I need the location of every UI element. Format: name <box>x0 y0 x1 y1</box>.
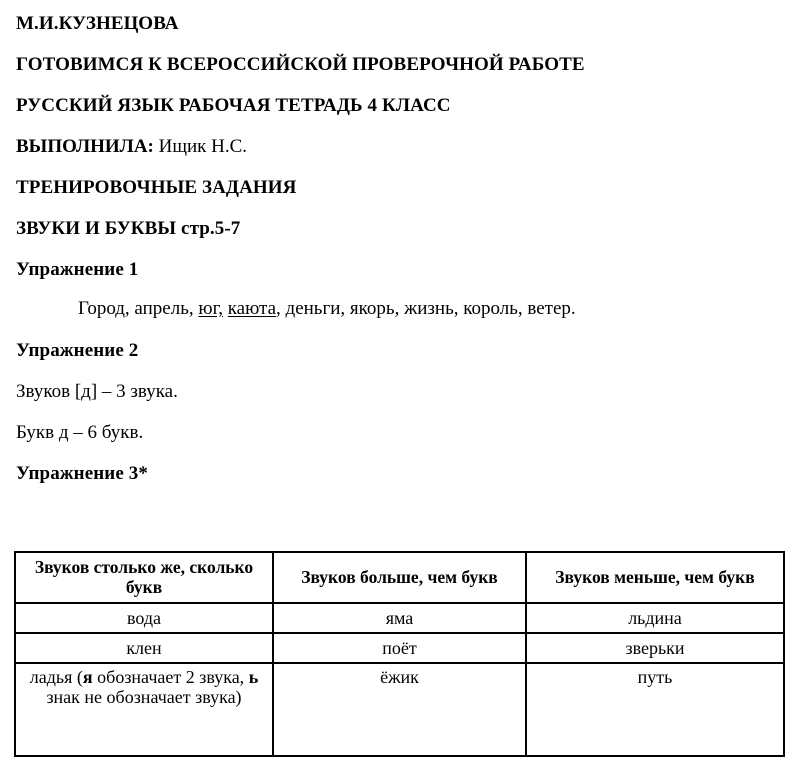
exercise-3-heading-line <box>16 464 784 483</box>
table-header-cell-3: Звуков меньше, чем букв <box>526 552 784 603</box>
table-header-row <box>15 552 784 603</box>
underlined-word-2: каюта <box>227 298 277 319</box>
exercise-3-table-wrapper <box>14 551 783 757</box>
exercise-2-line-1 <box>16 382 784 401</box>
exercise-1-content <box>16 299 784 319</box>
explanation-part-3: знак не обозначает звука) <box>46 687 242 708</box>
explanation-bold-soft-sign: ь <box>248 667 259 688</box>
title-line-1 <box>16 55 784 74</box>
title-text-2: РУССКИЙ ЯЗЫК РАБОЧАЯ ТЕТРАДЬ 4 КЛАСС <box>16 95 451 116</box>
topic-heading-line <box>16 219 784 238</box>
table-row <box>15 633 784 663</box>
underlined-word-1: юг, <box>198 298 223 319</box>
performer-name: Ищик Н.С. <box>153 136 248 157</box>
exercise-2-line-2 <box>16 423 784 442</box>
table-cell-explanation <box>15 663 273 756</box>
table-header-cell-2: Звуков больше, чем букв <box>273 552 526 603</box>
words-prefix: Город, апрель, <box>78 298 199 319</box>
table-cell: клен <box>15 633 273 663</box>
exercise-1-heading: Упражнение 1 <box>16 259 139 280</box>
title-text-1: ГОТОВИМСЯ К ВСЕРОССИЙСКОЙ ПРОВЕРОЧНОЙ РАБОТЕ <box>16 54 585 75</box>
exercise-3-heading: Упражнение 3* <box>16 462 148 484</box>
exercise-1-words <box>16 299 784 319</box>
exercise-2-text-2: Букв д – 6 букв. <box>16 421 144 443</box>
exercise-2-heading-line <box>16 341 784 360</box>
exercise-2-heading: Упражнение 2 <box>16 339 139 361</box>
table-cell: ёжик <box>273 663 526 756</box>
explanation-part-2: обозначает 2 звука, <box>92 667 249 688</box>
section-heading-text: ТРЕНИРОВОЧНЫЕ ЗАДАНИЯ <box>16 177 297 198</box>
table-header-cell-1: Звуков столько же, сколько букв <box>15 552 273 603</box>
table-cell: зверьки <box>526 633 784 663</box>
performer-row <box>16 137 784 156</box>
topic-heading-text: ЗВУКИ И БУКВЫ стр.5-7 <box>16 218 241 239</box>
section-heading-line <box>16 178 784 197</box>
performer-line <box>16 137 784 156</box>
explanation-part-1: ладья ( <box>29 667 83 688</box>
table-cell: вода <box>15 603 273 633</box>
author-text: М.И.КУЗНЕЦОВА <box>16 13 179 34</box>
explanation-bold-ya: я <box>82 667 93 688</box>
sound-letter-table <box>14 551 785 757</box>
table-cell: поёт <box>273 633 526 663</box>
words-suffix: , деньги, якорь, жизнь, король, ветер. <box>276 298 576 319</box>
table-row <box>15 663 784 756</box>
table-cell: путь <box>526 663 784 756</box>
table-cell: яма <box>273 603 526 633</box>
table-cell: льдина <box>526 603 784 633</box>
exercise-1-heading-line <box>16 260 784 279</box>
title-line-2 <box>16 96 784 115</box>
author-line <box>16 14 784 33</box>
table-row <box>15 603 784 633</box>
performer-label: ВЫПОЛНИЛА: <box>16 136 154 157</box>
exercise-2-text-1: Звуков [д] – 3 звука. <box>16 380 178 402</box>
